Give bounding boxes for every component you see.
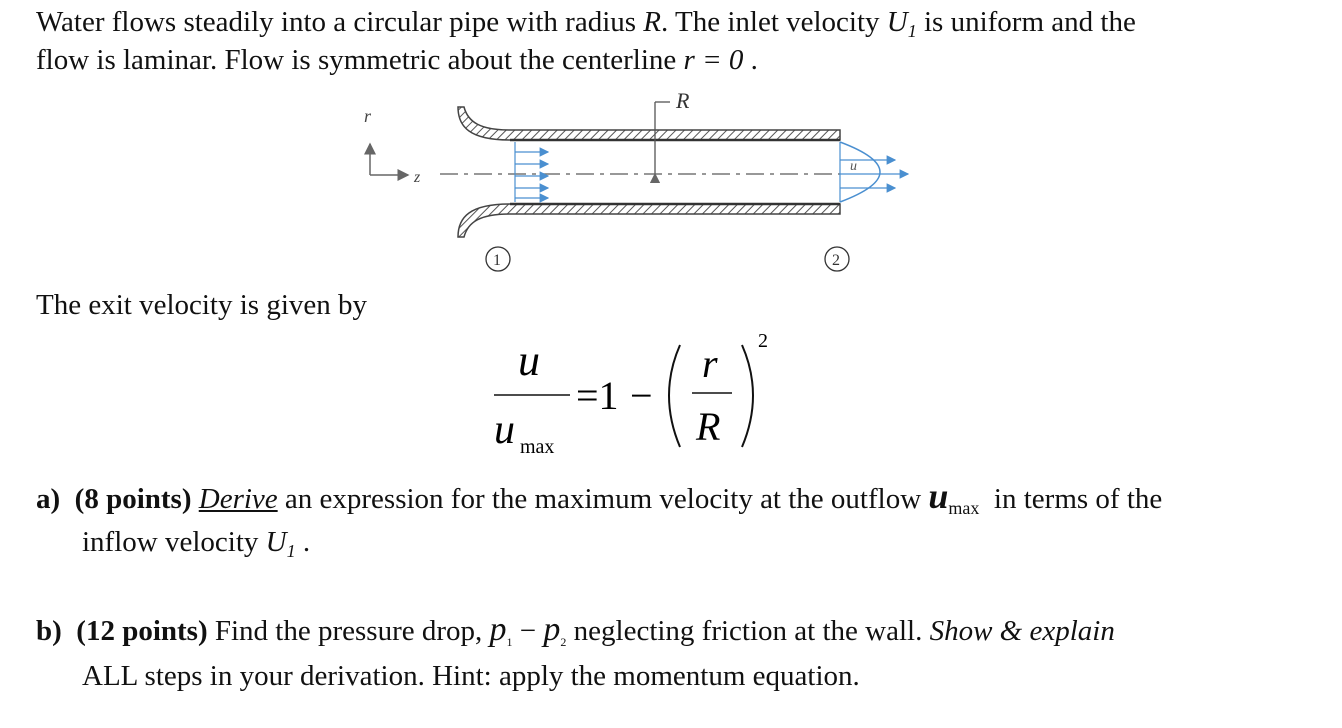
part-b-points: (12 points) bbox=[76, 615, 208, 647]
p2-symbol: p bbox=[543, 611, 561, 648]
part-b-text: neglecting friction at the wall. bbox=[566, 615, 930, 647]
intro-text: is uniform and the bbox=[916, 6, 1136, 38]
formula-denominator-subscript: max bbox=[520, 436, 555, 458]
z-axis-label: z bbox=[414, 169, 421, 186]
formula-equals-one: =1 bbox=[576, 373, 619, 418]
part-a-text: inflow velocity bbox=[82, 526, 266, 558]
exit-velocity-text: The exit velocity is given by bbox=[36, 289, 368, 321]
part-b-text: Find the pressure drop, bbox=[207, 615, 490, 647]
station-1-marker bbox=[486, 247, 510, 271]
inflow-velocity-subscript: 1 bbox=[286, 541, 296, 561]
radius-label: R bbox=[676, 88, 690, 113]
left-paren bbox=[669, 345, 680, 447]
part-a-points: (8 points) bbox=[74, 483, 192, 515]
intro-text: Water flows steadily into a circular pipe with radius bbox=[36, 6, 644, 38]
radius-symbol: R bbox=[643, 6, 662, 38]
formula-exponent: 2 bbox=[758, 330, 768, 352]
intro-line-1 bbox=[36, 4, 1136, 40]
formula-numerator-u: u bbox=[518, 336, 540, 385]
intro-text: . bbox=[743, 44, 758, 76]
inlet-uniform-profile bbox=[515, 142, 548, 202]
upper-pipe-wall bbox=[458, 107, 840, 140]
p2-subscript: 2 bbox=[560, 635, 567, 649]
pipe-flow-diagram bbox=[350, 82, 920, 282]
formula-minus: − bbox=[630, 373, 653, 418]
intro-text: flow is laminar. Flow is symmetric about the centerline bbox=[36, 44, 684, 76]
inlet-velocity-symbol: U bbox=[886, 6, 908, 38]
intro-text: . The inlet velocity bbox=[661, 6, 887, 38]
right-paren bbox=[742, 345, 753, 447]
coordinate-axes bbox=[364, 106, 421, 186]
station-2-marker bbox=[825, 247, 849, 271]
part-a-text: . bbox=[295, 526, 311, 558]
part-a-label: a) bbox=[36, 483, 61, 515]
derive-emphasis: Derive bbox=[198, 483, 278, 515]
part-a-line-1 bbox=[36, 478, 1162, 517]
outlet-parabolic-profile bbox=[840, 142, 908, 202]
umax-subscript: max bbox=[948, 498, 980, 518]
centerline-equation: r = 0 bbox=[683, 44, 744, 76]
part-a-text: in terms of the bbox=[986, 483, 1163, 515]
part-a-text: an expression for the maximum velocity at the outflow bbox=[277, 483, 929, 515]
part-b-line-2: ALL steps in your derivation. Hint: apply the momentum equation. bbox=[82, 660, 860, 692]
intro-line-2 bbox=[36, 42, 758, 78]
inner-denominator-R: R bbox=[696, 404, 721, 449]
inlet-velocity-subscript: 1 bbox=[907, 21, 917, 41]
station-1-label: 1 bbox=[493, 252, 501, 269]
part-a-line-2 bbox=[82, 524, 310, 560]
lower-pipe-wall bbox=[458, 204, 840, 237]
p1-subscript: 1 bbox=[506, 635, 513, 649]
formula-denominator-u: u bbox=[494, 407, 515, 453]
inflow-velocity-symbol: U bbox=[265, 526, 287, 558]
part-b-label: b) bbox=[36, 615, 62, 647]
outlet-velocity-label: u bbox=[850, 159, 857, 174]
station-2-label: 2 bbox=[832, 252, 840, 269]
part-b-line-1 bbox=[36, 612, 1115, 649]
r-axis-label: r bbox=[364, 106, 372, 126]
show-explain-emphasis: Show & explain bbox=[929, 615, 1115, 647]
velocity-profile-formula bbox=[480, 325, 800, 465]
inner-numerator-r: r bbox=[702, 341, 718, 386]
p1-symbol: p bbox=[489, 611, 507, 648]
umax-symbol: u bbox=[928, 476, 949, 516]
pressure-minus: − bbox=[512, 615, 544, 647]
